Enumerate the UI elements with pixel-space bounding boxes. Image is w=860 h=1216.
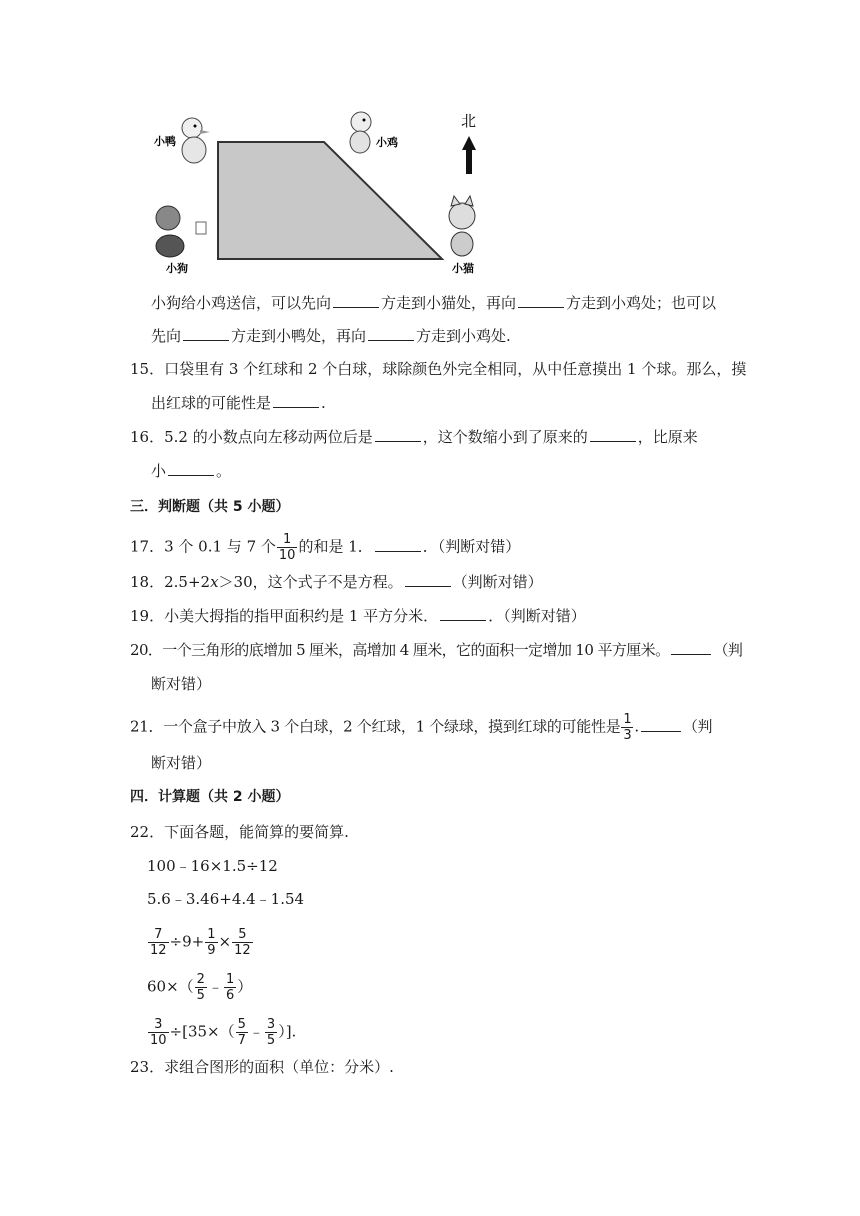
q21-line2 <box>151 752 211 774</box>
answer-blank[interactable] <box>333 293 379 308</box>
operator: ﹣ <box>207 977 223 996</box>
q14-text-c: 方走到小鸡处. <box>416 327 511 345</box>
chick-label: 小鸡 <box>376 136 398 149</box>
q14-text-c: 方走到小鸡处；也可以 <box>566 294 717 312</box>
q15-text-a: 出红球的可能性是 <box>151 394 272 412</box>
chick-icon <box>350 112 371 153</box>
q20-line1 <box>130 639 742 661</box>
operator: ÷[35×（ <box>169 1022 235 1041</box>
question-number: 17． <box>130 537 165 556</box>
answer-blank[interactable] <box>518 293 564 308</box>
q14-text-a: 先向 <box>151 327 182 345</box>
fraction: $\frac{1}{6}$ <box>225 972 235 1003</box>
q21-text-line2: 断对错） <box>151 754 212 772</box>
fraction: $\frac{2}{5}$ <box>196 972 205 1003</box>
answer-blank[interactable] <box>183 326 229 341</box>
expression-5 <box>147 1017 296 1048</box>
q18-text-a: 2.5+2 <box>164 573 211 591</box>
variable: x <box>210 573 219 591</box>
q20-text-a: 一个三角形的底增加 5 厘米，高增加 4 厘米，它的面积一定增加 10 平方厘米。 <box>162 641 670 659</box>
q20-line2 <box>151 673 211 695</box>
section-heading: 三．判断题（共 5 小题） <box>130 499 290 515</box>
cat-label: 小猫 <box>452 262 474 275</box>
operator: × <box>218 932 232 951</box>
q18 <box>130 571 543 593</box>
q14-text-b: 方走到小鸭处，再向 <box>231 327 367 345</box>
operator: ÷9+ <box>169 932 205 951</box>
operator: ） <box>237 977 253 996</box>
q15-text: 口袋里有 3 个红球和 2 个白球，球除颜色外完全相同，从中任意摸出 1 个球。那么，摸 <box>164 360 747 378</box>
north-arrow-icon <box>462 136 476 174</box>
q19-text-a: 小美大拇指的指甲面积约是 1 平方分米． <box>164 607 439 625</box>
question-number: 23． <box>130 1058 165 1076</box>
q20-text-c: （判 <box>713 641 743 659</box>
cat-icon <box>449 196 475 256</box>
north-label: 北 <box>461 112 477 130</box>
operator: 60×（ <box>147 977 194 996</box>
q16-text-b: ，这个数缩小到了原来的 <box>422 428 588 446</box>
q21-text-b: . <box>634 717 639 736</box>
fraction: $\frac{3}{10}$ <box>150 1017 167 1048</box>
q21-line1 <box>130 712 712 743</box>
fraction: $\frac{5}{12}$ <box>234 927 251 958</box>
duck-label: 小鸭 <box>154 135 176 148</box>
q19-text-c: ．（判断对错） <box>488 607 586 625</box>
q14-text-a: 小狗给小鸡送信，可以先向 <box>151 294 332 312</box>
q14-line1 <box>151 292 716 314</box>
q20-text-line2: 断对错） <box>151 675 212 693</box>
q21-text-c: （判 <box>682 717 713 736</box>
question-number: 18． <box>130 573 165 591</box>
dog-icon <box>156 206 206 257</box>
q17-text-b: 的和是 1． <box>298 537 373 556</box>
q15-line1 <box>130 358 746 380</box>
question-number: 15． <box>130 360 165 378</box>
q16-text-a: 小 <box>151 462 167 480</box>
question-number: 20． <box>130 641 163 659</box>
q18-text-c: （判断对错） <box>452 573 543 591</box>
fraction: $\frac{1}{9}$ <box>207 927 216 958</box>
q16-text-a: 5.2 的小数点向左移动两位后是 <box>164 428 373 446</box>
q15-line2 <box>151 392 326 414</box>
q18-text-b: ＞30，这个式子不是方程。 <box>218 573 403 591</box>
answer-blank[interactable] <box>375 427 421 442</box>
q17 <box>130 532 520 563</box>
expression-4 <box>147 972 252 1003</box>
q16-text-c: ，比原来 <box>637 428 698 446</box>
answer-blank[interactable] <box>671 640 711 655</box>
q21-text-a: 一个盒子中放入 3 个白球，2 个红球，1 个绿球，摸到红球的可能性是 <box>163 717 621 736</box>
trapezoid-shape <box>218 142 442 259</box>
expression-3 <box>147 927 254 958</box>
q16-line1 <box>130 426 698 448</box>
q22 <box>130 821 349 843</box>
operator: ）]. <box>278 1022 297 1041</box>
answer-blank[interactable] <box>368 326 414 341</box>
fraction: $\frac{3}{5}$ <box>266 1017 276 1048</box>
q23-text: 求组合图形的面积（单位：分米）. <box>164 1058 394 1076</box>
fraction: $\frac{5}{7}$ <box>237 1017 246 1048</box>
answer-blank[interactable] <box>641 717 681 732</box>
question-number: 21． <box>130 717 164 736</box>
q14-text-b: 方走到小猫处，再向 <box>381 294 517 312</box>
q16-line2 <box>151 460 231 482</box>
question-number: 16． <box>130 428 165 446</box>
direction-figure <box>140 100 500 280</box>
dog-label: 小狗 <box>166 262 188 275</box>
answer-blank[interactable] <box>405 572 451 587</box>
fraction: $\frac{1}{10}$ <box>278 532 296 563</box>
q19 <box>130 605 586 627</box>
q17-text-a: 3 个 0.1 与 7 个 <box>164 537 276 556</box>
fraction: $\frac{1}{3}$ <box>623 712 632 743</box>
q17-text-c: ．（判断对错） <box>422 537 521 556</box>
section-heading: 四．计算题（共 2 小题） <box>130 789 290 805</box>
answer-blank[interactable] <box>440 606 486 621</box>
q15-text-b: . <box>321 394 326 412</box>
q22-text: 下面各题，能简算的要简算. <box>164 823 349 841</box>
fraction: $\frac{7}{12}$ <box>150 927 167 958</box>
answer-blank[interactable] <box>590 427 636 442</box>
question-number: 22． <box>130 823 165 841</box>
duck-icon <box>182 118 210 163</box>
expression-1: 100﹣16×1.5÷12 <box>147 857 278 875</box>
expression-2: 5.6﹣3.46+4.4﹣1.54 <box>147 890 305 908</box>
answer-blank[interactable] <box>273 393 319 408</box>
q14-line2 <box>151 325 511 347</box>
operator: ﹣ <box>248 1022 264 1041</box>
answer-blank[interactable] <box>375 537 421 552</box>
answer-blank[interactable] <box>168 461 214 476</box>
question-number: 19． <box>130 607 165 625</box>
q16-text-b: 。 <box>216 462 232 480</box>
q23 <box>130 1056 394 1078</box>
